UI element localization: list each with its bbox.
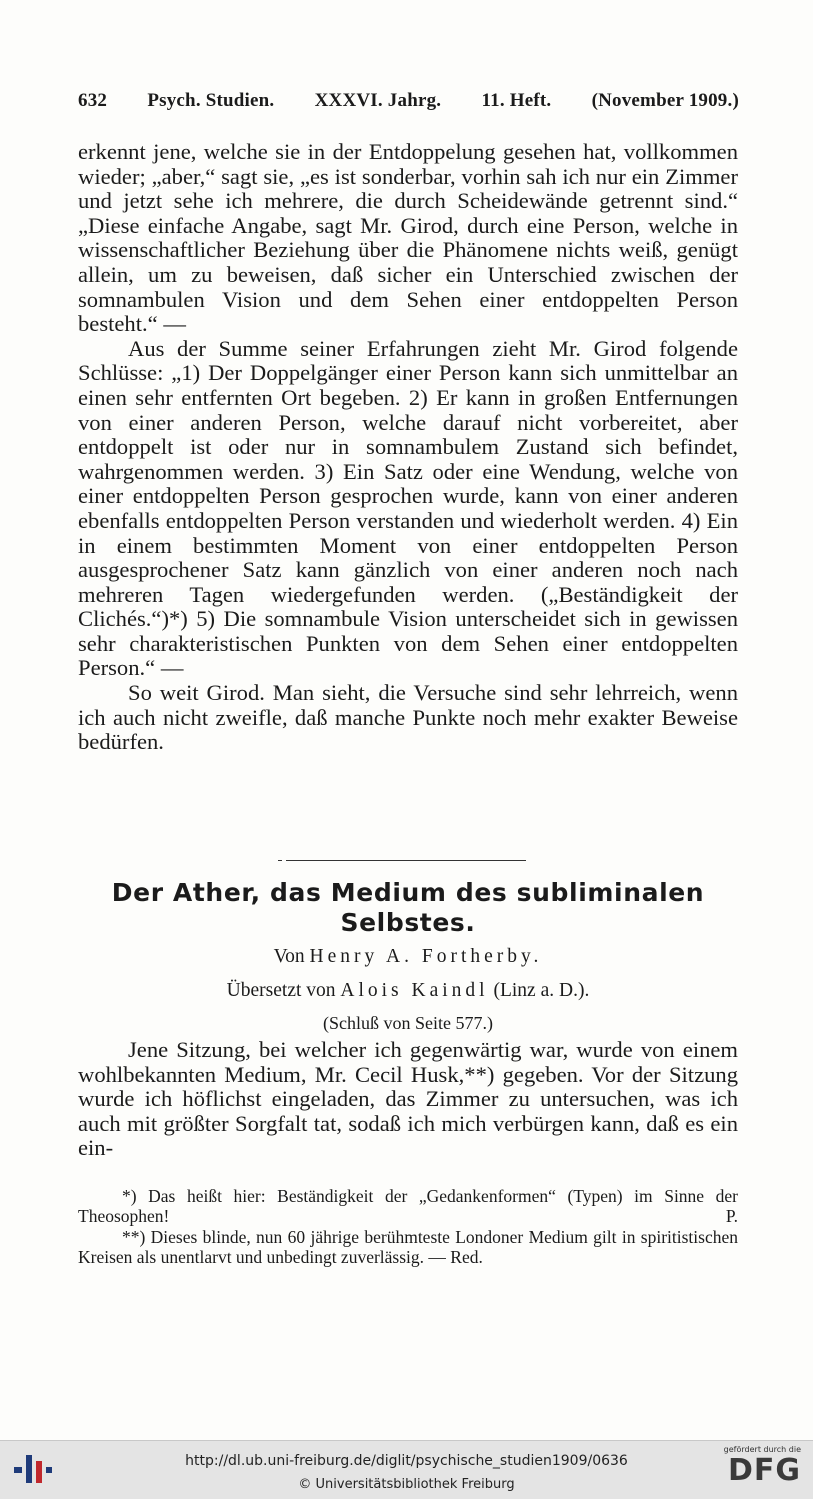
translator-prefix: Übersetzt von bbox=[226, 980, 336, 1001]
running-header bbox=[78, 90, 739, 112]
section-divider bbox=[286, 860, 526, 861]
article-title-line2: Selbstes. bbox=[340, 908, 476, 937]
paragraph: So weit Girod. Man sieht, die Versuche sind sehr lehrreich, wenn ich auch nicht zweifle, daß manche Punkte noch mehr exakter Beweise bedürfen. bbox=[78, 680, 738, 755]
translator-name: Alois Kaindl bbox=[340, 980, 489, 1001]
footnotes bbox=[78, 1186, 738, 1268]
body-text-part1 bbox=[78, 140, 738, 755]
continuation-note: (Schluß von Seite 577.) bbox=[323, 1013, 493, 1033]
footnote-sign: P. bbox=[725, 1206, 738, 1227]
dfg-tagline: gefördert durch die bbox=[723, 1445, 801, 1454]
dfg-wordmark: DFG bbox=[727, 1453, 801, 1488]
issue-date: (November 1909.) bbox=[591, 90, 739, 111]
footnote-text: *) Das heißt hier: Beständigkeit der „Gedankenformen“ (Typen) im Sinne der Theosophen! bbox=[78, 1186, 738, 1227]
paragraph: Jene Sitzung, bei welcher ich gegenwärtig war, wurde von einem wohlbekannten Medium, Mr. Cecil Husk,**) gegeben. Vor der Sitzung wurde ich höflichst eingeladen, das Zimmer zu untersuchen, was ich auch mit größter Sorgfalt tat, sodaß ich mich verbürgen kann, daß es ein ein- bbox=[78, 1037, 738, 1161]
translator-line bbox=[78, 980, 738, 1002]
author-line bbox=[78, 946, 738, 968]
article-title-line1: Der Ather, das Medium des subliminalen bbox=[111, 878, 705, 907]
journal-title: Psych. Studien. bbox=[147, 90, 275, 111]
permalink-url[interactable]: http://dl.ub.uni-freiburg.de/diglit/psychische_studien1909/0636 bbox=[185, 1453, 628, 1469]
volume: XXXVI. Jahrg. bbox=[314, 90, 442, 111]
footnote bbox=[78, 1186, 738, 1227]
body-text-part2 bbox=[78, 1038, 738, 1161]
footnote bbox=[78, 1227, 738, 1268]
translator-suffix: (Linz a. D.). bbox=[493, 980, 590, 1001]
footnote-text: **) Dieses blinde, nun 60 jährige berühmteste Londoner Medium gilt in spiritistischen Kreisen als unentlarvt und unbedingt zuverlässig. — Red. bbox=[78, 1226, 738, 1268]
paragraph: erkennt jene, welche sie in der Entdoppelung gesehen hat, vollkommen wieder; „aber,“ sagt sie, „es ist sonderbar, vorhin sah ich nur ein Zimmer und jetzt sehe ich mehrere, die durch Scheidewände getrennt sind.“ „Diese einfache Angabe, sagt Mr. Girod, durch eine Person, welche in wissenschaftlicher Beziehung über die Phänomene nichts weiß, genügt allein, um zu beweisen, daß sicher ein Unterschied zwischen der somnambulen Vision und dem Sehen einer entdoppelten Person besteht.“ — bbox=[78, 139, 738, 337]
author-prefix: Von bbox=[273, 946, 305, 967]
copyright-notice: © Universitätsbibliothek Freiburg bbox=[298, 1477, 515, 1492]
author-name: Henry A. Fortherby. bbox=[309, 946, 543, 967]
dfg-logo bbox=[715, 1445, 801, 1495]
page-number: 632 bbox=[78, 90, 108, 111]
viewer-footer bbox=[0, 1440, 813, 1499]
issue: 11. Heft. bbox=[481, 90, 552, 111]
article-title bbox=[78, 878, 738, 938]
paragraph: Aus der Summe seiner Erfahrungen zieht Mr. Girod folgende Schlüsse: „1) Der Doppelgänger einer Person kann sich unmittelbar an einen sehr entfernten Ort begeben. 2) Er kann in großen Entfernungen von einer anderen Person, welche darauf nicht vorbereitet, aber entdoppelt ist oder nur in somnambulem Zustand sich befindet, wahrgenommen werden. 3) Ein Satz oder eine Wendung, welche von einer entdoppelten Person gesprochen wurde, kann von einer anderen ebenfalls entdoppelten Person verstanden und wiederholt werden. 4) Ein in einem bestimmten Moment von einer entdoppelten Person ausgesprochener Satz kann gänzlich von einer anderen noch nach mehreren Tagen wiedergefunden werden. („Beständigkeit der Clichés.“)*) 5) Die somnambule Vision unterscheidet sich in gewissen sehr charakteristischen Punkten von dem Sehen einer entdoppelten Person.“ — bbox=[78, 335, 738, 681]
